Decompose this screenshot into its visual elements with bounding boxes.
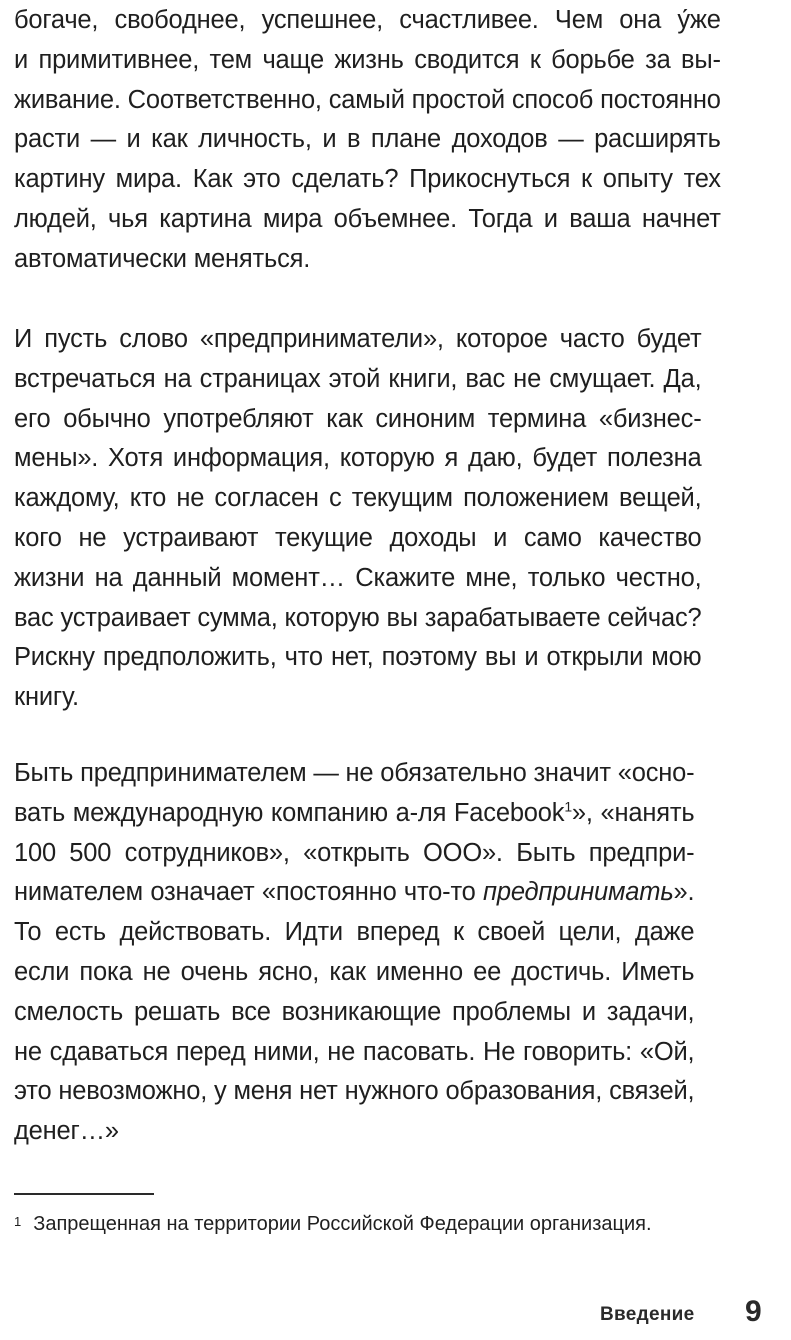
paragraph-1: [14, 1, 721, 280]
paragraph-3: [14, 754, 694, 1152]
footnote-divider: [14, 1193, 154, 1195]
text-line: [14, 873, 694, 913]
text-line: картину мира. Как это сделать? Прикоснуться к опыту тех: [14, 165, 721, 194]
emphasized-word: предпринимать: [483, 878, 674, 907]
text-line: То есть действовать. Идти вперед к своей цели, даже: [14, 918, 695, 947]
footnote-reference[interactable]: 1: [564, 798, 572, 815]
text-line: книгу.: [14, 683, 79, 712]
text-line: это невозможно, у меня нет нужного образования, связей,: [14, 1077, 695, 1106]
text-line: не сдаваться перед ними, не пасовать. Не говорить: «Ой,: [14, 1037, 695, 1066]
text-line: смелость решать все возникающие проблемы и задачи,: [14, 997, 695, 1026]
footnote-mark: 1: [14, 1214, 22, 1229]
page-number: 9: [745, 1295, 762, 1328]
text-segment: ».: [673, 878, 695, 907]
text-line: живание. Соответственно, самый простой способ постоянно: [14, 85, 721, 114]
footnote: [14, 1210, 652, 1238]
text-line: Быть предпринимателем — не обязательно значит «осно-: [14, 759, 695, 787]
text-line: вас устраивает сумма, которую вы зарабатываете сейчас?: [14, 603, 702, 632]
text-line: мены». Хотя информация, которую я даю, будет полезна: [14, 444, 702, 473]
text-line: автоматически меняться.: [14, 244, 311, 273]
text-line: его обычно употребляют как синоним термина «бизнес-: [14, 404, 702, 433]
text-line: Рискну предположить, что нет, поэтому вы и открыли мою: [14, 643, 702, 672]
text-line: и примитивнее, тем чаще жизнь сводится к борьбе за вы-: [14, 45, 721, 74]
text-line: [14, 794, 694, 834]
text-line: расти — и как личность, и в плане доходов — расширять: [14, 125, 721, 154]
text-line: жизни на данный момент… Скажите мне, только честно,: [14, 563, 702, 592]
text-line: И пусть слово «предприниматели», которое часто будет: [14, 325, 702, 353]
text-line: денег…»: [14, 1117, 119, 1146]
running-head: Введение: [600, 1304, 695, 1325]
paragraph-2: [14, 320, 702, 718]
text-line: богаче, свободнее, успешнее, счастливее. Чем она у́же: [14, 6, 721, 34]
text-line: людей, чья картина мира объемнее. Тогда и ваша начнет: [14, 204, 721, 233]
text-line: встречаться на страницах этой книги, вас не смущает. Да,: [14, 364, 702, 393]
text-segment: вать международную компанию а-ля Facebook: [14, 798, 565, 827]
text-segment: нимателем означает «постоянно что-то: [14, 878, 483, 907]
text-line: 100 500 сотрудников», «открыть ООО». Быть предпри-: [14, 838, 695, 867]
text-line: если пока не очень ясно, как именно ее достичь. Иметь: [14, 957, 695, 986]
text-segment: », «нанять: [571, 798, 695, 827]
text-line: каждому, кто не согласен с текущим положением вещей,: [14, 484, 702, 513]
footnote-text: Запрещенная на территории Российской Федерации организация.: [33, 1213, 652, 1235]
text-line: кого не устраивают текущие доходы и само качество: [14, 523, 702, 552]
